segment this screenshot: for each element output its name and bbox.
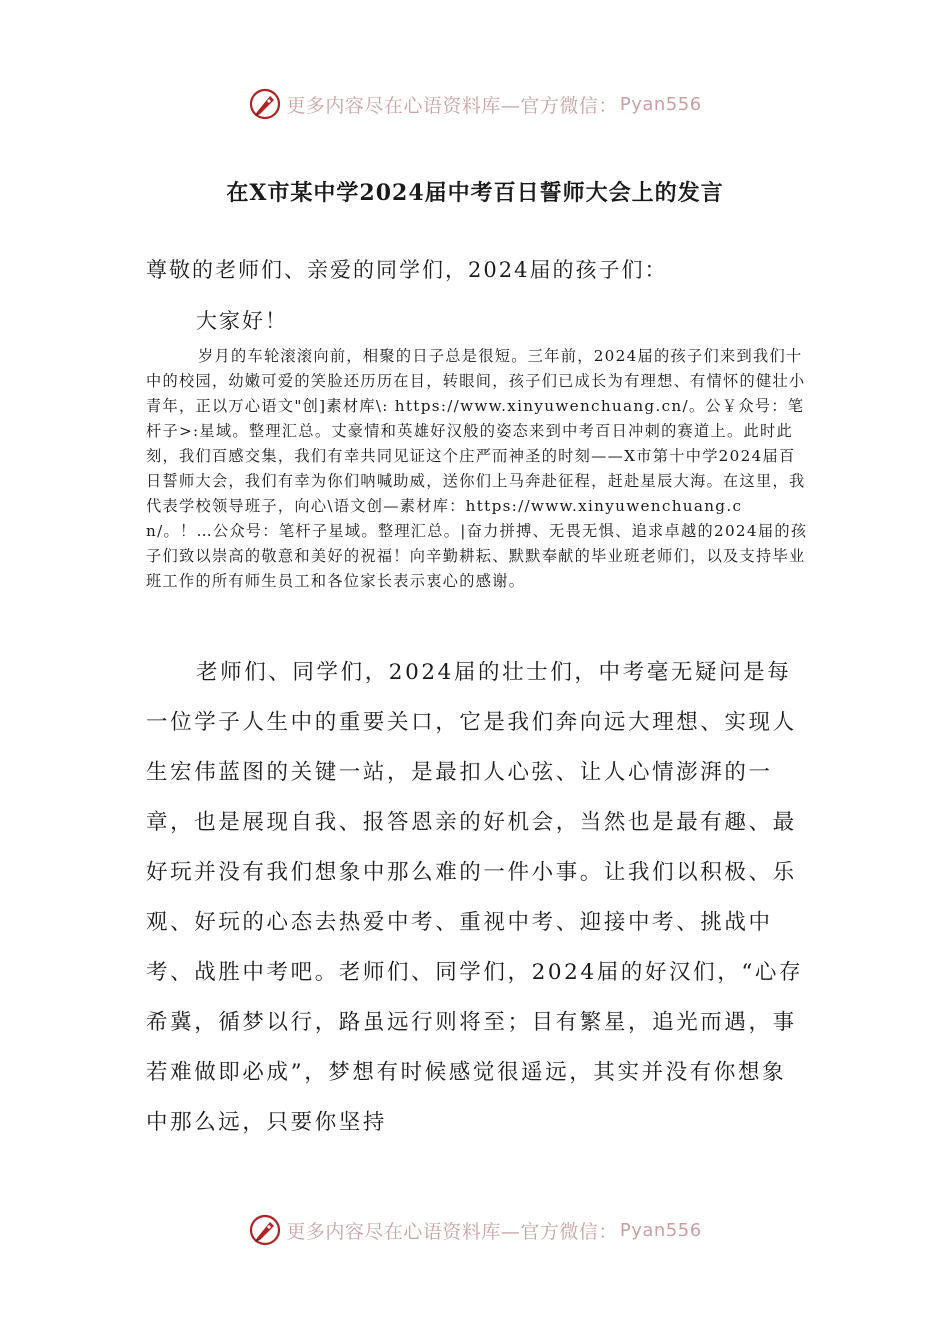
document-title: 在X市某中学2024届中考百日誓师大会上的发言 — [226, 180, 724, 206]
greeting: 大家好！ — [196, 309, 288, 333]
header-banner-id: Pyan556 — [619, 93, 702, 115]
paragraph-1: 岁月的车轮滚滚向前，相聚的日子总是很短。三年前，2024届的孩子们来到我们十中的校园，幼嫩可爱的笑脸还历历在目，转眼间，孩子们已成长为有理想、有情怀的健壮小青年，正以万心语文"创]素材库\: https://www.xinyuwenchuang.cn/。公￥众号：笔杆子>:星域。整理汇总。丈豪情和英雄好汉般的姿态来到中考百日冲刺的赛道上。此时此刻，我们百感交集，我们有幸共同见证这个庄严而神圣的时刻——X市第十中学2024届百日誓师大会，我们有幸为你们呐喊助威，送你们上马奔赴征程，赶赴星辰大海。在这里，我代表学校领导班子，向心\语文创—素材库：https://www.xinyuwenchuang.cn/。！…公众号：笔杆子星域。整理汇总。|奋力拼搏、无畏无惧、追求卓越的2024届的孩子们致以崇高的敬意和美好的祝福！向辛勤耕耘、默默奉献的毕业班老师们，以及支持毕业班工作的所有师生员工和各位家长表示衷心的感谢。 — [146, 347, 808, 590]
header-banner — [0, 84, 950, 124]
header-banner-text: 更多内容尽在心语资料库—官方微信： — [286, 94, 618, 117]
footer-banner-text: 更多内容尽在心语资料库—官方微信： — [286, 1220, 618, 1243]
footer-banner-id: Pyan556 — [619, 1219, 702, 1241]
pen-nib-icon — [248, 87, 282, 121]
pen-nib-icon — [248, 1213, 282, 1247]
footer-banner — [0, 1210, 950, 1250]
paragraph-2: 老师们、同学们，2024届的壮士们，中考毫无疑问是每一位学子人生中的重要关口，它是我们奔向远大理想、实现人生宏伟蓝图的关键一站，是最扣人心弦、让人心情澎湃的一章，也是展现自我、报答恩亲的好机会，当然也是最有趣、最好玩并没有我们想象中那么难的一件小事。让我们以积极、乐观、好玩的心态去热爱中考、重视中考、迎接中考、挑战中考、战胜中考吧。老师们、同学们，2024届的好汉们，“心存希冀，循梦以行，路虽远行则将至；目有繁星，追光而遇，事若难做即必成”，梦想有时候感觉很遥远，其实并没有你想象中那么远，只要你坚持 — [146, 660, 804, 1135]
salutation: 尊敬的老师们、亲爱的同学们，2024届的孩子们： — [146, 258, 668, 282]
